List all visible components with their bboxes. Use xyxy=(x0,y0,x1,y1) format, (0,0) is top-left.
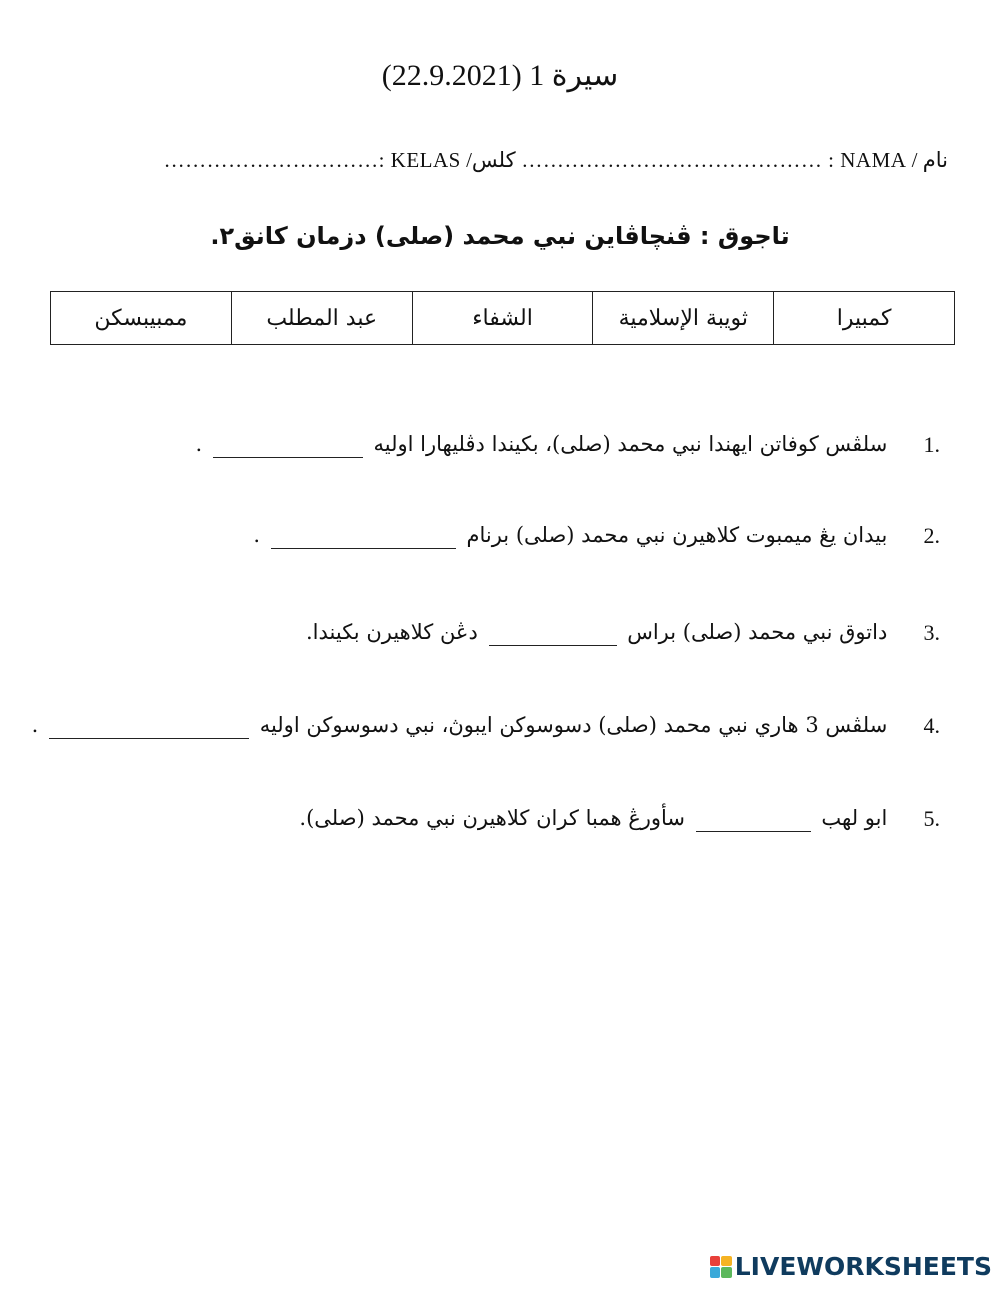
brand-name: LIVEWORKSHEETS xyxy=(734,1252,992,1281)
topic-heading: تاجوق : ڤنچاڤاين نبي محمد (صلى) دزمان كانق٢. xyxy=(210,222,790,250)
question-text: داتوق نبي محمد (صلى) براس xyxy=(627,620,888,644)
answer-input-4[interactable] xyxy=(49,716,249,739)
word-bank-item: ممبيبسكن xyxy=(51,292,232,345)
question-1 xyxy=(40,432,940,458)
question-text-end: دڠن كلاهيرن بكيندا. xyxy=(306,620,478,644)
question-text-end: . xyxy=(253,523,261,547)
question-text: سلڤس كوفاتن ايهندا نبي محمد (صلى)، بكيندا دڤليهارا اوليه xyxy=(373,432,888,456)
liveworksheets-icon xyxy=(710,1256,732,1278)
word-bank-item: كمبيرا xyxy=(774,292,955,345)
question-number: 2. xyxy=(923,523,940,548)
logo-square xyxy=(710,1267,721,1278)
word-bank-item: عبد المطلب xyxy=(231,292,412,345)
logo-square xyxy=(721,1267,732,1278)
question-2 xyxy=(40,523,940,549)
word-bank-table xyxy=(50,291,955,345)
word-bank-item: ثويبة الإسلامية xyxy=(593,292,774,345)
question-5 xyxy=(40,806,940,832)
name-class-line: نام / NAMA : …………………………………… كلس/ KELAS :………………………… xyxy=(163,148,948,172)
logo-square xyxy=(710,1256,721,1267)
question-number: 5. xyxy=(923,806,940,831)
page-title: سيرة 1 (22.9.2021) xyxy=(381,59,619,92)
answer-input-3[interactable] xyxy=(489,623,617,646)
answer-input-1[interactable] xyxy=(213,435,363,458)
question-number: 3. xyxy=(923,620,940,645)
question-3 xyxy=(40,620,940,646)
question-text-end: . xyxy=(195,432,203,456)
question-text: سلڤس 3 هاري نبي محمد (صلى) دسوسوكن ايبوڽ، نبي دسوسوكن اوليه xyxy=(259,713,888,737)
word-bank-item: الشفاء xyxy=(412,292,593,345)
question-number: 4. xyxy=(923,713,940,738)
question-number: 1. xyxy=(923,432,940,457)
question-text-end: سأورڠ همبا كران كلاهيرن نبي محمد (صلى). xyxy=(299,806,686,830)
word-bank-row xyxy=(51,292,955,345)
question-text: ابو لهب xyxy=(821,806,888,830)
question-text-end: . xyxy=(31,713,39,737)
question-text: بيدان يڠ ميمبوت كلاهيرن نبي محمد (صلى) برنام xyxy=(466,523,888,547)
question-4 xyxy=(31,713,940,739)
logo-square xyxy=(721,1256,732,1267)
answer-input-2[interactable] xyxy=(271,526,456,549)
answer-input-5[interactable] xyxy=(696,809,811,832)
liveworksheets-logo xyxy=(710,1252,992,1281)
